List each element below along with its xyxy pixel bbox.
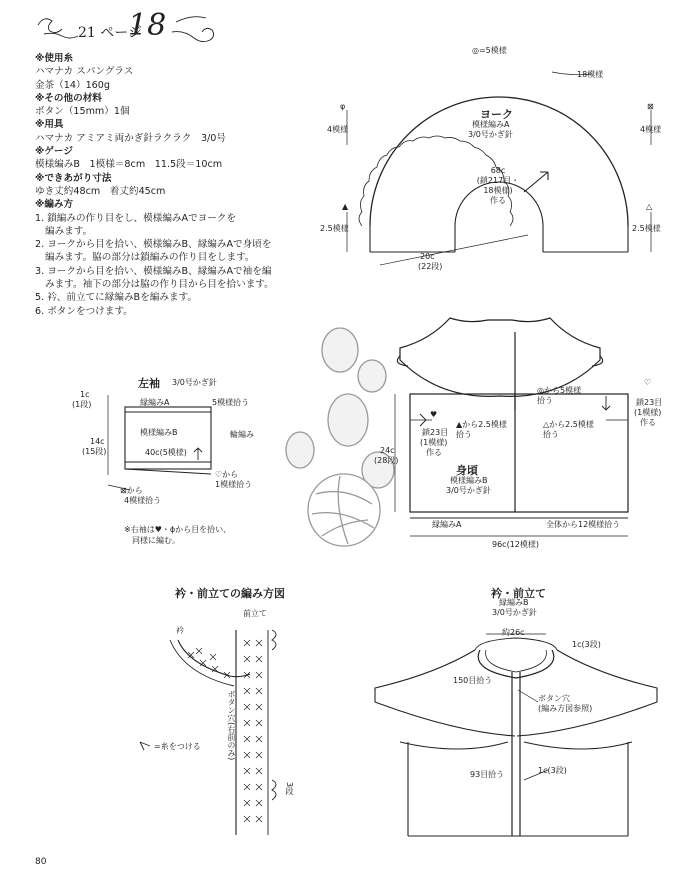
stitch-crosses [188, 640, 262, 822]
pattern-number: 18 [128, 8, 167, 43]
collar-hook: 3/0号かぎ針 [492, 608, 537, 617]
body-edge-a: 縁編みA [432, 520, 462, 529]
materials-line: ボタン（15mm）1個 [35, 106, 130, 118]
instruction-step: みます。袖下の部分は脇の作り目から目を拾います。 [45, 279, 274, 291]
materials-line: ※できあがり寸法 [35, 172, 112, 184]
collar-pattern: 縁編みB [499, 598, 529, 607]
chart-title: 衿・前立ての編み方図 [175, 587, 285, 600]
sleeve-edge-a: 縁編みA [140, 398, 170, 407]
yoke-pattern-count: 18模様 [577, 70, 604, 79]
yoke-center-note [472, 166, 524, 206]
body-from-tri-white: △から2.5模様 [543, 420, 594, 429]
body-panel [410, 394, 628, 512]
chart-rows3: 3段 [285, 782, 294, 796]
watermark-cactus [286, 328, 394, 546]
yoke-left-bottom: 2.5模様 [320, 224, 349, 233]
yoke-right-count: 4模様 [640, 125, 662, 134]
yoke-width: 20c [420, 252, 435, 261]
body-collar [400, 318, 600, 396]
sleeve-rib: 輪編み [230, 430, 254, 439]
yoke-top-mark: ◎=5模様 [472, 46, 507, 55]
materials-line: ※編み方 [35, 199, 74, 211]
materials-line: ハマナカ スパングラス [35, 66, 134, 78]
right-flourish [172, 17, 214, 42]
instruction-step: 編みます。 [45, 225, 93, 237]
collar-width: 約26c [502, 628, 525, 637]
yoke-left-count: 4模様 [327, 125, 349, 134]
collar-pick150: 150目拾う [453, 676, 493, 685]
body-h24: 24c [380, 446, 395, 455]
yoke-right-tri: △ [646, 202, 653, 211]
sleeve-note-2: 同様に編む。 [132, 536, 180, 545]
body-hook: 3/0号かぎ針 [446, 486, 491, 495]
yoke-center-line: 作る [490, 196, 506, 205]
body-title: 身頃 [456, 464, 478, 477]
yoke-pattern: 模様編みA [472, 120, 510, 129]
body-heart-black: ♥ [430, 410, 438, 419]
collar-pick93: 93目拾う [470, 770, 505, 779]
collar-rows-top: 1c(3段) [572, 640, 601, 649]
body-one-pattern: (1模様) [634, 408, 662, 417]
page-reference: 21 ページ [78, 25, 142, 41]
body-all-pick: 全体から12模様拾う [546, 520, 621, 529]
instruction-step: 5. 衿、前立てに縁編みBを編みます。 [35, 292, 197, 304]
body-h24-rows: (28段) [374, 456, 399, 465]
yoke-left-phi: φ [340, 102, 346, 111]
yoke-title: ヨーク [480, 108, 513, 121]
yoke-center-line: 68c [490, 166, 506, 175]
sleeve-hook: 3/0号かぎ針 [172, 378, 217, 387]
cape-outline [375, 650, 657, 736]
collar-buttonhole-ref: (編み方図参照) [538, 704, 593, 713]
collar-buttonhole: ボタン穴 [538, 694, 570, 703]
left-flourish [38, 19, 78, 38]
body-pick: 拾う [537, 396, 553, 405]
body-heart-white: ♡ [644, 378, 652, 387]
sleeve-h14-rows: (15段) [82, 447, 107, 456]
body-one-pattern-b: (1模様) [420, 438, 448, 447]
chart-button-hole: ボタン穴(右前のみ) [227, 690, 236, 761]
sleeve-note-1: ※右袖は♥・ϕから目を拾い、 [124, 525, 232, 534]
sleeve-top-left-rows: (1段) [72, 400, 92, 409]
instruction-step: 2. ヨークから目を拾い、模様編みB、縁編みAで身頃を [35, 239, 272, 251]
chart-front-band: 前立て [243, 609, 267, 618]
sleeve-h14: 14c [90, 437, 105, 446]
body-from-circ: ◎から5模様 [537, 386, 582, 395]
collar-title: 衿・前立て [491, 587, 546, 600]
body-chain23b: 鎖23目 [422, 428, 449, 437]
yoke-right-mark: ⊠ [647, 102, 654, 111]
materials-line: ハマナカ アミアミ両かぎ針ラクラク 3/0号 [35, 132, 226, 144]
materials-line: 金茶（14）160g [35, 79, 110, 91]
body-pick-b: 拾う [543, 430, 559, 439]
chart-join-note: =糸をつける [154, 742, 201, 751]
body-pattern: 模様編みB [450, 476, 488, 485]
instruction-step: 6. ボタンをつけます。 [35, 305, 133, 317]
page-number: 80 [35, 857, 47, 867]
body-from-tri-black: ▲から2.5模様 [456, 420, 507, 429]
body-width: 96c(12模様) [492, 540, 539, 549]
materials-line: ※使用糸 [35, 53, 74, 64]
materials-line: 模様編みB 1模様＝8cm 11.5段＝10cm [35, 159, 223, 171]
sleeve-from-x: ⊠から [120, 486, 143, 495]
yoke-center-line: (鎖217目・ [476, 176, 520, 185]
sleeve-top-left: 1c [80, 390, 90, 399]
sleeve-w40: 40c(5模様) [145, 448, 187, 457]
materials-line: ※用具 [35, 119, 64, 131]
sleeve-from-heart: ♡から [215, 470, 239, 479]
chart-collar: 衿 [176, 626, 184, 635]
yoke-center-line: 18模様) [483, 186, 513, 195]
sleeve-pattern-b: 模様編みB [140, 428, 178, 437]
body-make: 作る [640, 418, 656, 427]
collar-outline [478, 650, 554, 678]
yoke-hook: 3/0号かぎ針 [468, 130, 513, 139]
yoke-right-bottom: 2.5模様 [632, 224, 661, 233]
collar-rows-mid: 1c(3段) [538, 766, 567, 775]
materials-line: ゆき丈約48cm 着丈約45cm [35, 185, 166, 197]
body-pick-a: 拾う [456, 430, 472, 439]
sleeve-title: 左袖 [138, 377, 160, 390]
sleeve-pick4: 4模様拾う [124, 496, 162, 505]
materials-line: ※その他の材料 [35, 92, 102, 104]
sleeve-pick1: 1模様拾う [215, 480, 253, 489]
body-make-b: 作る [426, 448, 442, 457]
materials-line: ※ゲージ [35, 146, 73, 158]
body-chain23: 鎖23目 [636, 398, 663, 407]
instruction-step: 3. ヨークから目を拾い、模様編みB、縁編みAで袖を編 [35, 265, 272, 277]
yoke-rows: (22段) [418, 262, 443, 271]
instruction-step: 編みます。脇の部分は鎖編みの作り目をします。 [45, 252, 255, 264]
instruction-step: 1. 鎖編みの作り目をし、模様編みAでヨークを [35, 212, 237, 224]
yoke-arrow [524, 172, 548, 192]
sleeve-pick5: 5模様拾う [212, 398, 250, 407]
materials-block [35, 52, 300, 318]
yoke-left-tri: ▲ [342, 202, 349, 211]
